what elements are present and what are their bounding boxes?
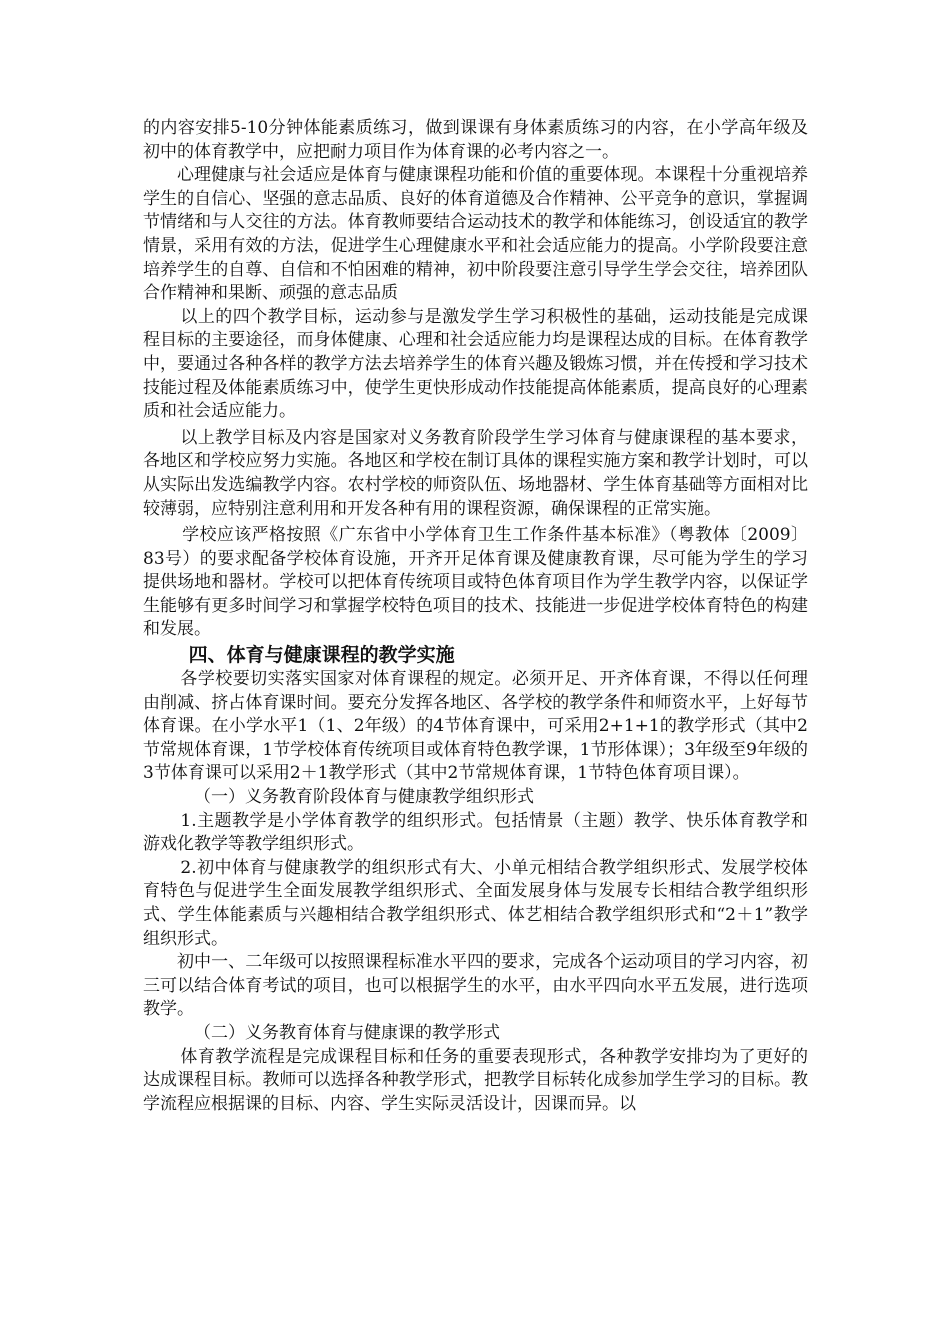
paragraph: 以上的四个教学目标，运动参与是激发学生学习积极性的基础，运动技能是完成课程目标的主要途径，而身体健康、心理和社会适应能力均是课程达成的目标。在体育教学中，要通过各种各样的教学方法去培养学生的体育兴趣及锻炼习惯，并在传授和学习技术技能过程及体能素质练习中，使学生更快形成动作技能提高体能素质，提高良好的心理素质和社会适应能力。 (143, 306, 808, 422)
paragraph: 的内容安排5-10分钟体能素质练习，做到课课有身体素质练习的内容，在小学高年级及初中的体育教学中，应把耐力项目作为体育课的必考内容之一。 (143, 118, 808, 162)
paragraph: 初中一、二年级可以按照课程标准水平四的要求，完成各个运动项目的学习内容，初三可以结合体育考试的项目，也可以根据学生的水平，由水平四向水平五发展，进行选项教学。 (143, 952, 808, 1020)
paragraph: 以上教学目标及内容是国家对义务教育阶段学生学习体育与健康课程的基本要求，各地区和学校应努力实施。各地区和学校在制订具体的课程实施方案和教学计划时，可以从实际出发选编教学内容。农村学校的师资队伍、场地器材、学生体育基础等方面相对比较薄弱，应特别注意利用和开发各种有用的课程资源，确保课程的正常实施。 (143, 427, 808, 519)
document-body (143, 117, 808, 1116)
paragraph: 1.主题教学是小学体育教学的组织形式。包括情景（主题）教学、快乐体育教学和游戏化教学等教学组织形式。 (143, 810, 808, 855)
paragraph: 心理健康与社会适应是体育与健康课程功能和价值的重要体现。本课程十分重视培养学生的自信心、坚强的意志品质、良好的体育道德及合作精神、公平竞争的意识，掌握调节情绪和与人交往的方法。体育教师要结合运动技术的教学和体能练习，创设适宜的教学情景，采用有效的方法，促进学生心理健康水平和社会适应能力的提高。小学阶段要注意培养学生的自尊、自信和不怕困难的精神，初中阶段要注意引导学生学会交往，培养团队合作精神和果断、顽强的意志品质 (143, 165, 808, 304)
paragraph: 体育教学流程是完成课程目标和任务的重要表现形式，各种教学安排均为了更好的达成课程目标。教师可以选择各种教学形式，把教学目标转化成参加学生学习的目标。教学流程应根据课的目标、内容、学生实际灵活设计，因课而异。以 (143, 1046, 808, 1114)
paragraph: 2.初中体育与健康教学的组织形式有大、小单元相结合教学组织形式、发展学校体育特色与促进学生全面发展教学组织形式、全面发展身体与发展专长相结合教学组织形式、学生体能素质与兴趣相结合教学组织形式、体艺相结合教学组织形式和“2＋1”教学组织形式。 (143, 857, 808, 949)
section-heading: 四、体育与健康课程的教学实施 (188, 644, 455, 667)
subsection-heading: （一）义务教育阶段体育与健康教学组织形式 (194, 787, 534, 808)
paragraph: 学校应该严格按照《广东省中小学体育卫生工作条件基本标准》（粤教体〔2009〕83号）的要求配备学校体育设施，开齐开足体育课及健康教育课，尽可能为学生的学习提供场地和器材。学校可以把体育传统项目或特色体育项目作为学生教学内容，以保证学生能够有更多时间学习和掌握学校特色项目的技术、技能进一步促进学校体育特色的构建和发展。 (143, 525, 808, 640)
paragraph: 各学校要切实落实国家对体育课程的规定。必须开足、开齐体育课，不得以任何理由削减、挤占体育课时间。要充分发挥各地区、各学校的教学条件和师资水平，上好每节体育课。在小学水平1（1、2年级）的4节体育课中，可采用2+1+1的教学形式（其中2节常规体育课，1节学校体育传统项目或体育特色教学课，1节形体课）；3年级至9年级的3节体育课可以采用2＋1教学形式（其中2节常规体育课，1节特色体育项目课）。 (143, 669, 808, 784)
subsection-heading: （二）义务教育体育与健康课的教学形式 (194, 1022, 500, 1043)
